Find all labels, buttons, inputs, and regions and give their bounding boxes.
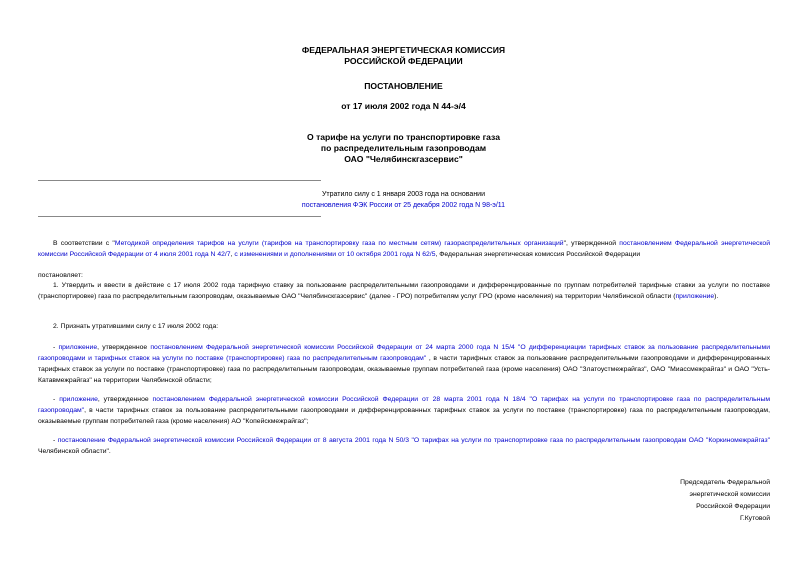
org-line-1: ФЕДЕРАЛЬНАЯ ЭНЕРГЕТИЧЕСКАЯ КОМИССИЯ bbox=[301, 45, 506, 55]
subject-line-2: по распределительным газопроводам bbox=[320, 143, 487, 153]
paragraph-repeal-3: - постановление Федеральной энергетической комиссии Российской Федерации от 8 августа 2001 года N 50/3 "О тарифах на услуги по транспортировке газа по распределительным газопроводам ОАО "Коркиномежрайгаз" Челябинской области". bbox=[38, 437, 771, 455]
signature-block bbox=[680, 477, 770, 525]
status-line: Утратило силу с 1 января 2003 года на основании bbox=[321, 191, 486, 198]
subject-line-3: ОАО "Челябинскгазсервис" bbox=[344, 154, 463, 164]
status-link[interactable]: постановления ФЭК России от 25 декабря 2002 года N 98-э/11 bbox=[301, 202, 506, 209]
resolution-50-3-link[interactable]: постановление Федеральной энергетической комиссии Российской Федерации от 8 августа 2001 года N 50/3 "О тарифах на услуги по транспортировке газа по распределительным газопроводам ОАО "Коркиномежрайгаз" bbox=[57, 437, 771, 444]
resolution-15-4-link[interactable]: постановлением Федеральной энергетической комиссии Российской Федерации от 24 марта 2000 года N 15/4 "О дифференциации тарифных ставок за пользование распределительными газопроводами и тарифных ставок на услуги по поставке (транспортировке) газа по распределительным газопроводам" bbox=[38, 344, 770, 362]
subject-line-1: О тарифе на услуги по транспортировке газа bbox=[307, 132, 500, 142]
resolution-42-7-link[interactable]: постановлением Федеральной энергетической комиссии Российской Федерации от 4 июля 2001 года N 42/7 bbox=[38, 240, 770, 258]
amendments-62-5-link[interactable]: с изменениями и дополнениями от 10 октября 2001 года N 62/5 bbox=[234, 251, 436, 258]
signature-line-3: Российской Федерации bbox=[696, 503, 770, 510]
status-note bbox=[0, 189, 807, 211]
paragraph-preamble: В соответствии с "Методикой определения тарифов на услуги (тарифов на транспортировку газа по местным сетям) газораспределительных организаций", утвержденной постановлением Федеральной энергетической комиссии Российской Федерации от 4 июля 2001 года N 42/7, с изменениями и дополнениями от 10 октября 2001 года N 62/5, Федеральная энергетическая комиссия Российской Федерации bbox=[38, 240, 770, 258]
signature-line-2: энергетической комиссии bbox=[689, 491, 770, 498]
paragraph-item-1: 1. Утвердить и ввести в действие с 17 июля 2002 года тарифную ставку за пользование распределительными газопроводами и дифференцированные по группам потребителей тарифные ставки за услуги по поставке (транспортировке) газа по распределительным газопроводам, оказываемые ОАО "Челябинскгазсервис" (далее - ГРО) потребителям услуг ГРО (кроме населения) на территории Челябинской области (приложение). bbox=[38, 282, 770, 300]
appendix-18-4-link[interactable]: приложение bbox=[59, 396, 98, 403]
methodology-link[interactable]: Методикой определения тарифов на услуги (тарифов на транспортировку газа по местным сетям) газораспределительных организаций bbox=[114, 240, 564, 247]
issuing-authority bbox=[0, 45, 807, 67]
document-type: ПОСТАНОВЛЕНИЕ bbox=[364, 81, 443, 91]
document-date-number: от 17 июля 2002 года N 44-э/4 bbox=[341, 101, 466, 111]
paragraph-repeal-1: - приложение, утвержденное постановлением Федеральной энергетической комиссии Российской Федерации от 24 марта 2000 года N 15/4 "О дифференциации тарифных ставок за пользование распределительными газопроводами и тарифных ставок на услуги по поставке (транспортировке) газа по распределительным газопроводам" , в части тарифных ставок за пользование распределительными газопроводами и дифференцированных тарифных ставок за услуги по поставке (транспортировке) газа по распределительным газопроводам, оказываемые группам потребителей газа (кроме населения) ОАО "Златоустмежрайгаз", ОАО "Миассмежрайгаз" и ОАО "Усть-Катавмежрайгаз" на территории Челябинской области; bbox=[38, 344, 770, 384]
status-divider-bottom bbox=[38, 216, 321, 217]
paragraph-item-2: 2. Признать утратившими силу с 17 июля 2002 года: bbox=[53, 323, 219, 330]
status-divider-top bbox=[38, 180, 321, 181]
appendix-15-4-link[interactable]: приложение bbox=[58, 344, 98, 351]
org-line-2: РОССИЙСКОЙ ФЕДЕРАЦИИ bbox=[344, 56, 463, 66]
paragraph-repeal-2: - приложение, утвержденное постановлением Федеральной энергетической комиссии Российской Федерации от 28 марта 2001 года N 18/4 "О тарифах на услуги по транспортировке газа по распределительным газопроводам", в части тарифных ставок за пользование распределительными газопроводами и дифференцированных тарифных ставок за услуги по поставке (транспортировке) газа по распределительным газопроводам, оказываемые группам потребителей газа (кроме населения) АО "Копейскмежрайгаз"; bbox=[38, 396, 771, 425]
document-subject bbox=[0, 132, 807, 165]
resolution-18-4-link[interactable]: постановлением Федеральной энергетической комиссии Российской Федерации от 28 марта 2001 года N 18/4 "О тарифах на услуги по транспортировке газа по распределительным газопроводам" bbox=[38, 396, 771, 414]
signatory-name: Г.Кутовой bbox=[739, 515, 770, 522]
appendix-link[interactable]: приложение bbox=[675, 293, 715, 300]
paragraph-resolves: постановляет: bbox=[38, 272, 83, 279]
signature-line-1: Председатель Федеральной bbox=[680, 479, 770, 486]
